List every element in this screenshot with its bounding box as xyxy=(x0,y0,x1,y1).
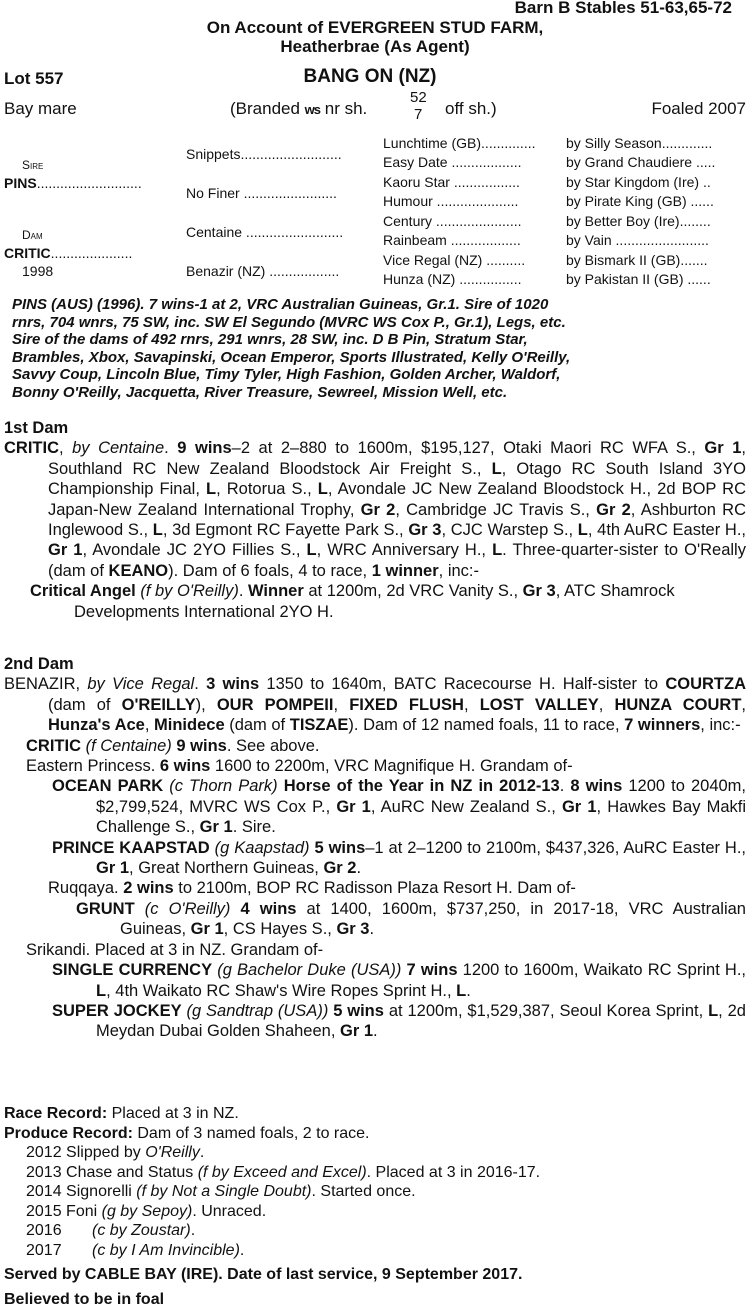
pedigree-gen3-5: Rainbeam .................. xyxy=(383,231,521,250)
pedigree-gen4-4: by Better Boy (Ire)........ xyxy=(566,212,711,231)
first-dam-paragraph: CRITIC, by Centaine. 9 wins–2 at 2–880 to 1600m, $195,127, Otaki Maori RC WFA S., Gr 1, Southland RC New Zealand Bloodstock Air Freight S., L, Otago RC South Island 3YO Championship Final, L, Rotorua S., L, Avondale JC New Zealand Bloodstock H., 2d BOP RC Japan-New Zealand International Trophy, Gr 2, Cambridge JC Travis S., Gr 2, Ashburton RC Inglewood S., L, 3d Egmont RC Fayette Park S., Gr 3, CJC Warstep S., L, 4th AuRC Easter H., Gr 1, Avondale JC 2YO Fillies S., L, WRC Anniversary H., L. Three-quarter-sister to O'Really (dam of KEANO). Dam of 6 foals, 4 to race, 1 winner, inc:- xyxy=(4,438,746,581)
records-section xyxy=(4,1104,746,1309)
sire-name: PINS........................... xyxy=(4,174,142,193)
pedigree-gen2-1: No Finer ........................ xyxy=(186,184,337,203)
brand-top-number: 52 xyxy=(410,89,427,106)
horse-name: BANG ON (NZ) xyxy=(0,68,740,86)
dam-year: 1998 xyxy=(22,262,53,281)
horse-sex: Bay mare xyxy=(4,99,77,119)
pedigree-gen4-5: by Vain ........................ xyxy=(566,231,709,250)
second-dam-foal-critic: CRITIC (f Centaine) 9 wins. See above. xyxy=(4,736,746,756)
sire-summary-line: PINS (AUS) (1996). 7 wins-1 at 2, VRC Australian Guineas, Gr.1. Sire of 1020 xyxy=(12,296,738,314)
produce-2016: 2016 (c by Zoustar). xyxy=(4,1221,746,1241)
first-dam-heading: 1st Dam xyxy=(4,418,746,438)
second-dam-section xyxy=(4,654,746,1042)
second-dam-foal-srikandi: Srikandi. Placed at 3 in NZ. Grandam of- xyxy=(4,940,746,960)
pedigree-gen3-1: Easy Date .................. xyxy=(383,153,522,172)
dam-name: CRITIC..................... xyxy=(4,244,132,263)
pedigree-gen3-3: Humour ..................... xyxy=(383,192,518,211)
grandfoal-ocean-park: OCEAN PARK (c Thorn Park) Horse of the Year in NZ in 2012-13. 8 wins 1200 to 2040m, $2,799,524, MVRC WS Cox P., Gr 1, AuRC New Zealand S., Gr 1, Hawkes Bay Makfi Challenge S., Gr 1. Sire. xyxy=(4,776,746,837)
sire-summary-line: Savvy Coup, Lincoln Blue, Timy Tyler, High Fashion, Golden Archer, Waldorf, xyxy=(12,366,738,384)
grandfoal-single-currency: SINGLE CURRENCY (g Bachelor Duke (USA)) 7 wins 1200 to 1600m, Waikato RC Sprint H., L, 4th Waikato RC Shaw's Wire Ropes Sprint H., L. xyxy=(4,960,746,1001)
second-dam-grandfoal-ruqqaya: Ruqqaya. 2 wins to 2100m, BOP RC Radisson Plaza Resort H. Dam of- xyxy=(4,878,746,898)
pedigree-gen3-7: Hunza (NZ) ................ xyxy=(383,270,521,289)
grandfoal-super-jockey: SUPER JOCKEY (g Sandtrap (USA)) 5 wins at 1200m, $1,529,387, Seoul Korea Sprint, L, 2d Meydan Dubai Golden Shaheen, Gr 1. xyxy=(4,1001,746,1042)
pedigree-gen3-6: Vice Regal (NZ) .......... xyxy=(383,251,525,270)
service-info: Served by CABLE BAY (IRE). Date of last service, 9 September 2017. xyxy=(4,1265,746,1285)
sire-summary-line: Brambles, Xbox, Savapinski, Ocean Emperor, Sports Illustrated, Kelly O'Reilly, xyxy=(12,349,738,367)
pedigree-gen4-0: by Silly Season............. xyxy=(566,134,712,153)
sire-summary xyxy=(12,296,738,402)
race-record: Race Record: Placed at 3 in NZ. xyxy=(4,1104,746,1124)
produce-2014: 2014 Signorelli (f by Not a Single Doubt). Started once. xyxy=(4,1182,746,1202)
pedigree-gen3-0: Lunchtime (GB).............. xyxy=(383,134,536,153)
second-dam-paragraph: BENAZIR, by Vice Regal. 3 wins 1350 to 1640m, BATC Racecourse H. Half-sister to COURTZA (dam of O'REILLY), OUR POMPEII, FIXED FLUSH, LOST VALLEY, HUNZA COURT, Hunza's Ace, Minidece (dam of TISZAE). Dam of 12 named foals, 11 to race, 7 winners, inc:- xyxy=(4,674,746,735)
brand-mark: ws xyxy=(305,102,320,117)
produce-2013: 2013 Chase and Status (f by Exceed and Excel). Placed at 3 in 2016-17. xyxy=(4,1163,746,1183)
pedigree-gen4-1: by Grand Chaudiere ..... xyxy=(566,153,715,172)
dam-label: Dam xyxy=(22,225,43,245)
pedigree-gen2-2: Centaine ......................... xyxy=(186,223,343,242)
brand-suffix: off sh.) xyxy=(445,99,497,119)
vendor-agent: Heatherbrae (As Agent) xyxy=(0,38,750,56)
produce-2017: 2017 (c by I Am Invincible). xyxy=(4,1241,746,1261)
pedigree-gen2-3: Benazir (NZ) .................. xyxy=(186,262,339,281)
lot-number: Lot 557 xyxy=(4,70,64,88)
pedigree-gen4-7: by Pakistan II (GB) ...... xyxy=(566,270,711,289)
brand-info xyxy=(230,99,367,119)
produce-2015: 2015 Foni (g by Sepoy). Unraced. xyxy=(4,1202,746,1222)
foal-status: Believed to be in foal xyxy=(4,1290,746,1309)
grandfoal-prince-kaapstad: PRINCE KAAPSTAD (g Kaapstad) 5 wins–1 at 2–1200 to 2100m, $437,326, AuRC Easter H., Gr 1, Great Northern Guineas, Gr 2. xyxy=(4,838,746,879)
pedigree-gen4-6: by Bismark II (GB)....... xyxy=(566,251,708,270)
barn-info: Barn B Stables 51-63,65-72 xyxy=(515,0,732,17)
foaled-year: Foaled 2007 xyxy=(651,99,746,119)
first-dam-foal: Critical Angel (f by O'Reilly). Winner at 1200m, 2d VRC Vanity S., Gr 3, ATC Shamrock Developments International 2YO H. xyxy=(4,581,746,622)
sire-summary-line: Sire of the dams of 492 rnrs, 291 wnrs, 28 SW, inc. D B Pin, Stratum Star, xyxy=(12,331,738,349)
pedigree-gen4-3: by Pirate King (GB) ...... xyxy=(566,192,714,211)
sire-summary-line: rnrs, 704 wnrs, 75 SW, inc. SW El Segundo (MVRC WS Cox P., Gr.1), Legs, etc. xyxy=(12,314,738,332)
produce-2012: 2012 Slipped by O'Reilly. xyxy=(4,1143,746,1163)
second-dam-foal-eastern-princess: Eastern Princess. 6 wins 1600 to 2200m, VRC Magnifique H. Grandam of- xyxy=(4,756,746,776)
produce-record: Produce Record: Dam of 3 named foals, 2 to race. xyxy=(4,1124,746,1144)
brand-prefix: (Branded xyxy=(230,99,300,118)
vendor-account: On Account of EVERGREEN STUD FARM, xyxy=(0,19,750,37)
pedigree-gen3-4: Century ...................... xyxy=(383,212,521,231)
first-dam-section xyxy=(4,418,746,622)
sire-label: Sire xyxy=(22,155,43,175)
pedigree-gen2-0: Snippets.......................... xyxy=(186,145,342,164)
brand-mid: nr sh. xyxy=(325,99,368,118)
grandfoal-grunt: GRUNT (c O'Reilly) 4 wins at 1400, 1600m, $737,250, in 2017-18, VRC Australian Guineas, Gr 1, CS Hayes S., Gr 3. xyxy=(4,899,746,940)
sire-summary-line: Bonny O'Reilly, Jacquetta, River Treasure, Sewreel, Mission Well, etc. xyxy=(12,384,738,402)
brand-bottom-number: 7 xyxy=(414,106,422,123)
pedigree-gen4-2: by Star Kingdom (Ire) .. xyxy=(566,173,711,192)
second-dam-heading: 2nd Dam xyxy=(4,654,746,674)
pedigree-gen3-2: Kaoru Star ................. xyxy=(383,173,520,192)
